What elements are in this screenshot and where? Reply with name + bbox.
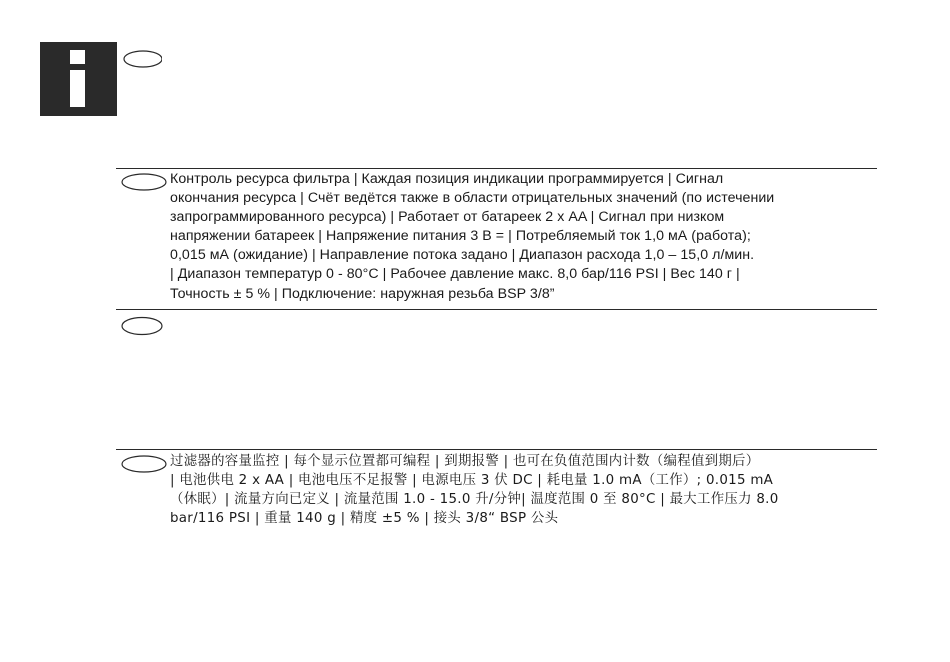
section-divider — [116, 168, 877, 169]
section-divider — [116, 309, 877, 310]
spec-line: | 电池供电 2 x AA | 电池电压不足报警 | 电源电压 3 伏 DC | 耗电量 1.0 mA（工作）; 0.015 mA — [170, 473, 774, 489]
spec-line: Точность ± 5 % | Подключение: наружная резьба BSP 3/8” — [170, 285, 555, 302]
spec-line: запрограммированного ресурса) | Работает от батареек 2 х AA | Сигнал при низком — [170, 209, 725, 226]
section-divider — [116, 449, 877, 450]
spec-paragraph-ru — [170, 170, 875, 304]
spec-line: 过滤器的容量监控 | 每个显示位置都可编程 | 到期报警 | 也可在负值范围内计数（编程值到期后） — [170, 454, 760, 469]
spec-line: （休眠）| 流量方向已定义 | 流量范围 1.0 - 15.0 升/分钟| 温度范围 0 至 80°C | 最大工作压力 8.0 — [170, 492, 779, 508]
spec-line: окончания ресурса | Счёт ведётся также в области отрицательных значений (по истечении — [170, 190, 775, 207]
language-oval-marker — [120, 316, 160, 334]
info-i-icon — [40, 42, 117, 116]
language-oval-marker — [120, 173, 160, 191]
spec-line: | Диапазон температур 0 - 80°C | Рабочее давление макс. 8,0 бар/116 PSI | Вес 140 г | — [170, 266, 740, 283]
spec-line: 0,015 мА (ожидание) | Направление потока задано | Диапазон расхода 1,0 – 15,0 л/мин. — [170, 247, 755, 264]
spec-line: Контроль ресурса фильтра | Каждая позиция индикации программируется | Сигнал — [170, 171, 724, 187]
spec-paragraph-zh — [170, 452, 875, 528]
language-oval-marker — [120, 455, 160, 473]
spec-line: напряжении батареек | Напряжение питания 3 В = | Потребляемый ток 1,0 мА (работа); — [170, 228, 751, 245]
language-oval-marker — [122, 50, 162, 68]
spec-line: bar/116 PSI | 重量 140 g | 精度 ±5 % | 接头 3/8“ BSP 公头 — [170, 511, 559, 527]
